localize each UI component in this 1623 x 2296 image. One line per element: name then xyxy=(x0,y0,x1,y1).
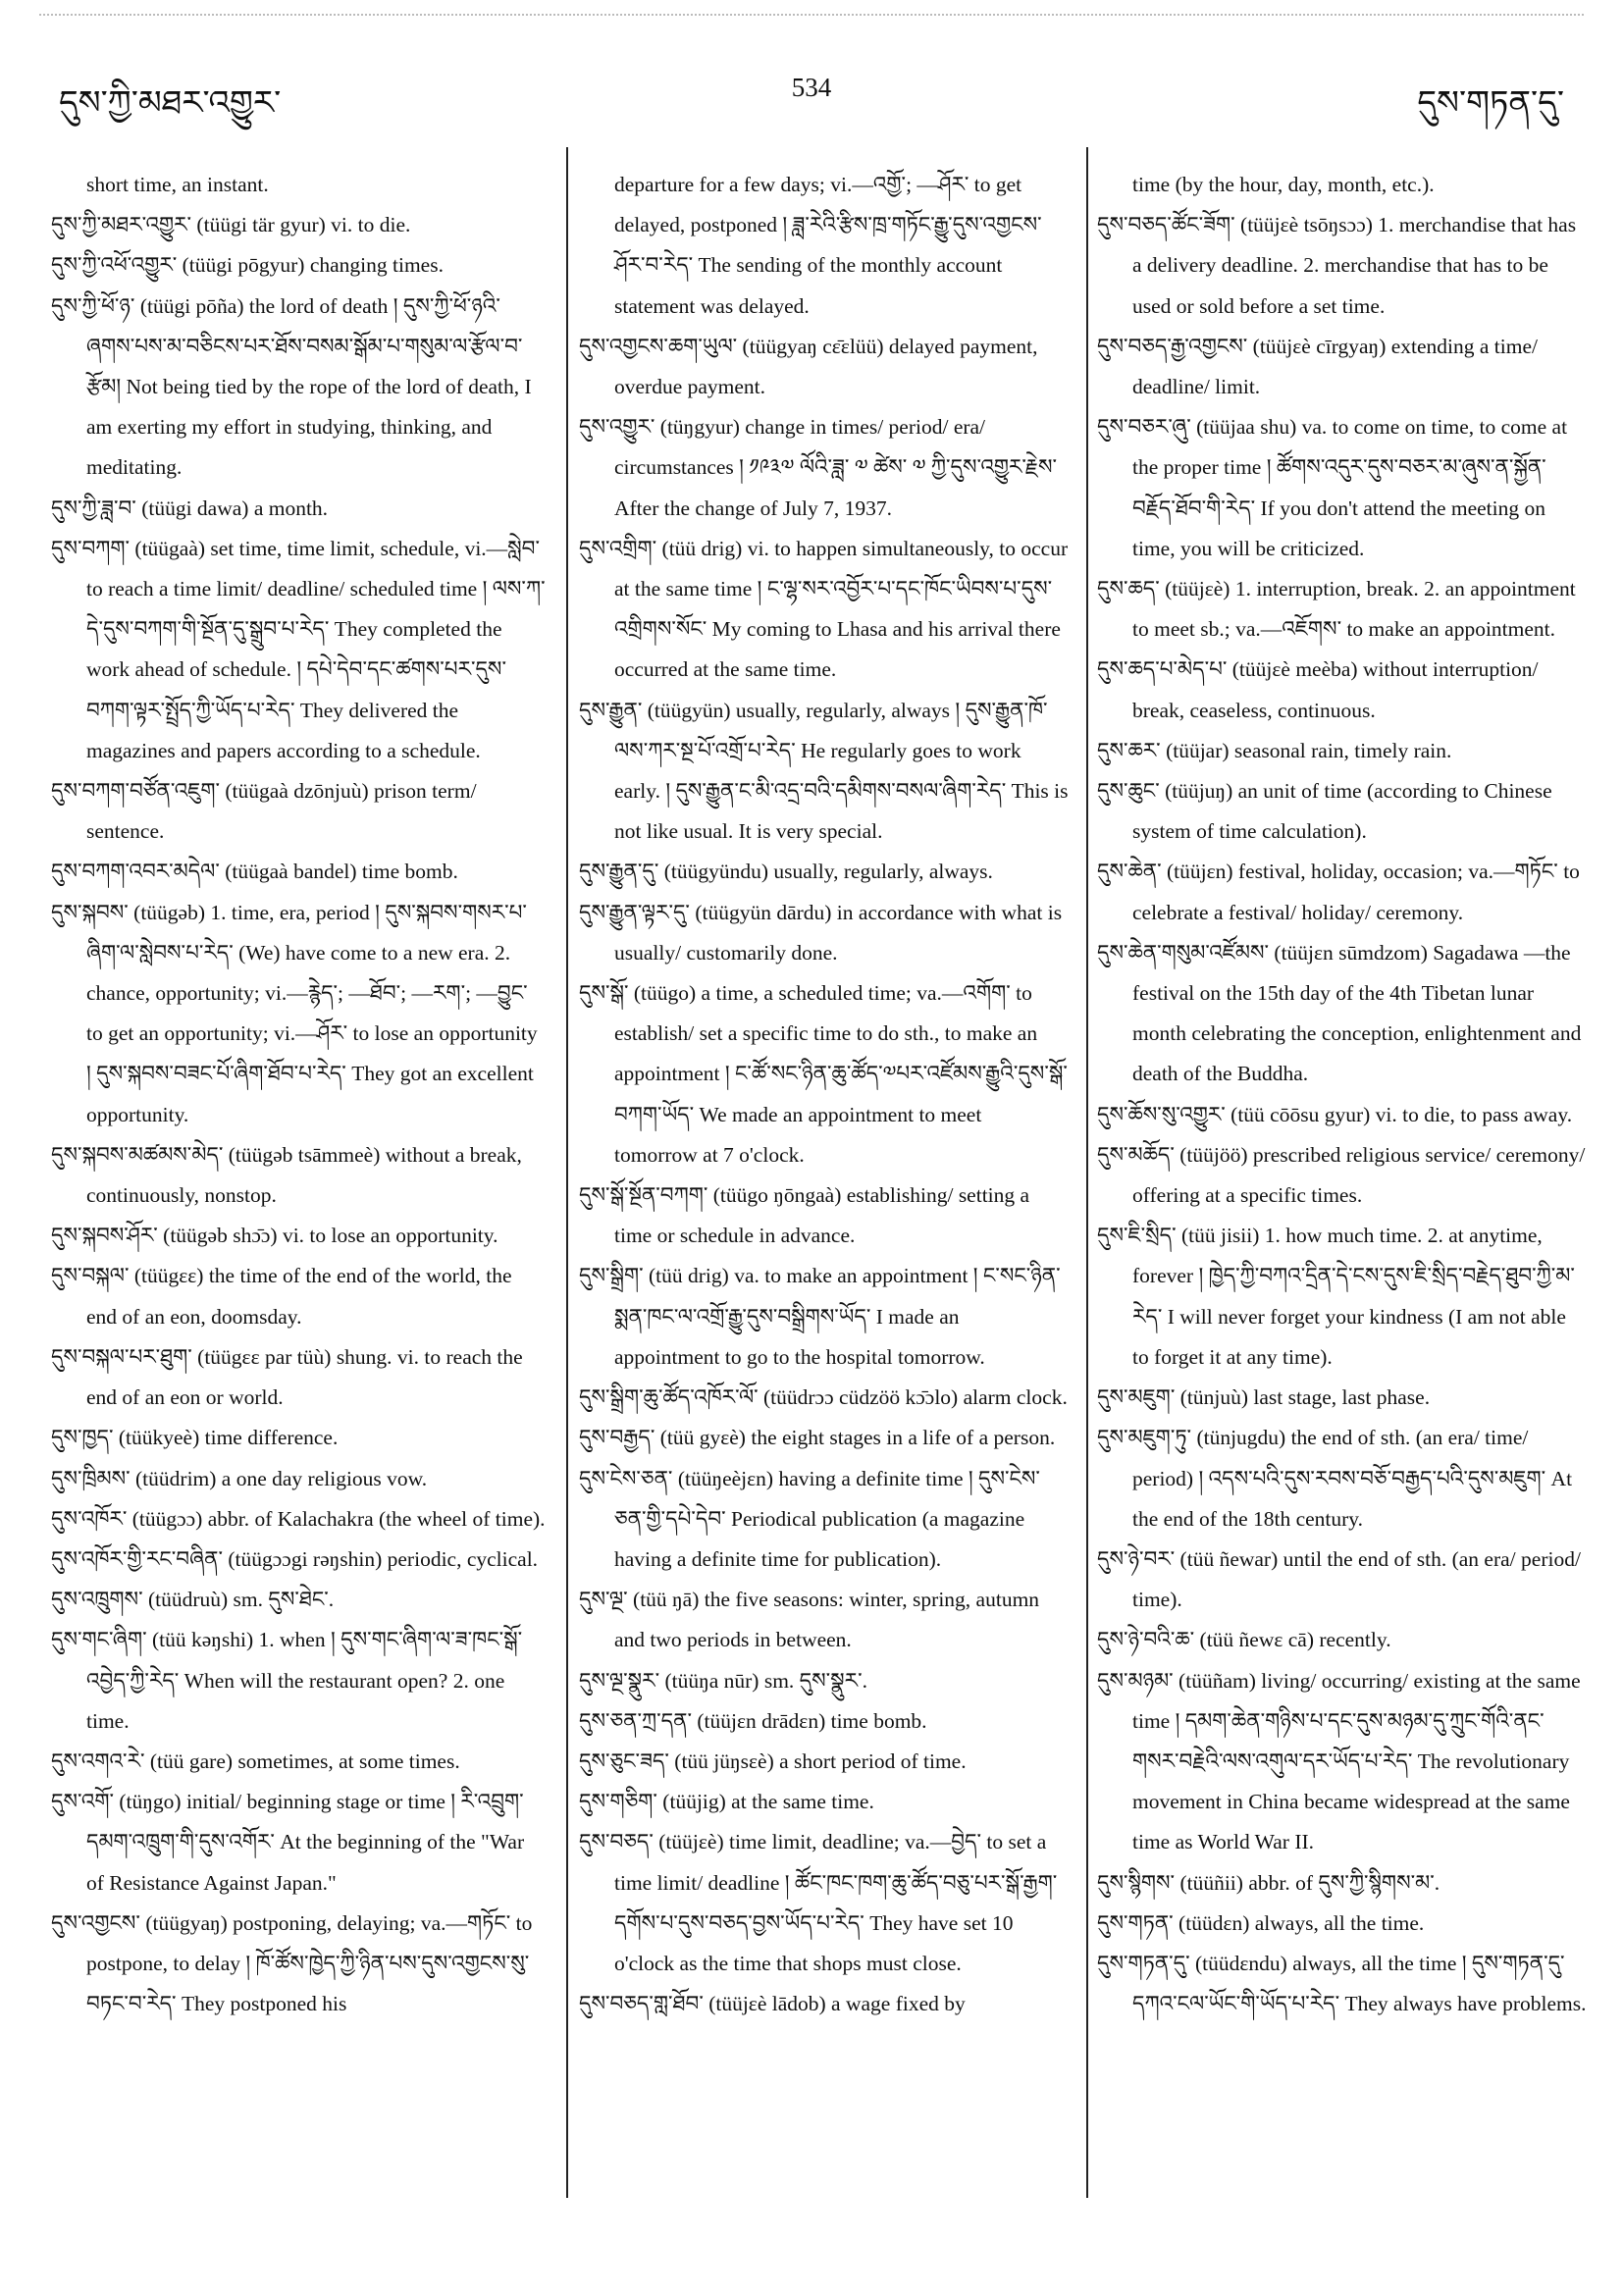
dictionary-entry: དུས་སྒོ་སྔོན་བཀག་ (tüügo ŋōngaà) establishing/ setting a time or schedule in advance. xyxy=(579,1183,1030,1248)
dictionary-entry: དུས་ཆད་པ་མེད་པ་ (tüüjɛè meèba) without interruption/ break, ceaseless, continuous. xyxy=(1097,657,1539,722)
dictionary-entry: དུས་ངེས་ཅན་ (tüüŋeèjɛn) having a definite time ། དུས་ངེས་ཅན་གྱི་དཔེ་དེབ་ Periodical publication (a magazine having a definite time for publication). xyxy=(579,1466,1040,1571)
dictionary-entry: དུས་བསྐལ་པར་ཐུག་ (tüügɛɛ par tüù) shung. vi. to reach the end of an eon or world. xyxy=(51,1344,523,1410)
dictionary-entry: དུས་གཅིག་ (tüüjig) at the same time. xyxy=(579,1790,874,1814)
dictionary-entry: དུས་ཀྱི་ཟླ་བ་ (tüügi dawa) a month. xyxy=(51,496,329,520)
dictionary-entry: དུས་བརྒྱད་ (tüü gyɛè) the eight stages in a life of a person. xyxy=(579,1426,1056,1450)
dictionary-entry: དུས་ཆེན་གསུམ་འཛོམས་ (tüüjɛn sūmdzom) Sagadawa —the festival on the 15th day of the 4th Tibetan lunar month celebrating the conception, enlightenment and death of the Buddha. xyxy=(1097,940,1582,1086)
page-number: 534 xyxy=(791,73,832,102)
dictionary-entry: དུས་སྒྲིག་ཆུ་ཚོད་འཁོར་ལོ་ (tüüdrɔɔ cüdzöö kɔ̄ɔlo) alarm clock. xyxy=(579,1385,1068,1410)
dictionary-entry: དུས་ལྔ་ (tüü ŋā) the five seasons: winter, spring, autumn and two periods in between. xyxy=(579,1588,1040,1652)
dictionary-entry: དུས་བསྐལ་ (tüügɛɛ) the time of the end of the world, the end of an eon, doomsday. xyxy=(51,1264,512,1329)
dictionary-entry: དུས་ཀྱི་ཕོ་ཉ་ (tüügi pōña) the lord of death ། དུས་ཀྱི་ཕོ་ཉའི་ཞགས་པས་མ་བཅིངས་པར་ཐོས་བསམ་སྒོམ་པ་གསུམ་ལ་རྩོལ་བ་རྩོམ། Not being tied by the rope of the lord of death, I am exerting my effort in studying, thinking, and meditating. xyxy=(51,293,532,480)
dictionary-entry: དུས་སྐབས་མཚམས་མེད་ (tüügəb tsāmmeè) without a break, continuously, nonstop. xyxy=(51,1142,522,1208)
dictionary-entry: དུས་ཆུང་ (tüüjuŋ) an unit of time (according to Chinese system of time calculation). xyxy=(1097,779,1552,844)
dictionary-entry: དུས་ཆེན་ (tüüjɛn) festival, holiday, occasion; va.—གཏོང་ to celebrate a festival/ holiday/ ceremony. xyxy=(1097,860,1580,924)
dictionary-entry: དུས་འཁོར་གྱི་རང་བཞིན་ (tüügɔɔgi rəŋshin) periodic, cyclical. xyxy=(51,1546,539,1571)
dictionary-entry: དུས་བཀག་ (tüügaà) set time, time limit, schedule, vi.—སླེབ་ to reach a time limit/ deadline/ scheduled time ། ལས་ཀ་དེ་དུས་བཀག་གི་སྔོན་དུ་སྒྲུབ་པ་རེད་ They completed the work ahead of schedule. ། དཔེ་དེབ་དང་ཚགས་པར་དུས་བཀག་ལྟར་སྤྲོད་ཀྱི་ཡོད་པ་རེད་ They delivered the magazines and papers according to a schedule. xyxy=(51,536,546,762)
dictionary-entry: དུས་བཀག་བཙོན་འཇུག་ (tüügaà dzōnjuù) prison term/ sentence. xyxy=(51,779,477,844)
entry-continuation: departure for a few days; vi.—འགྱོ་; —ཤོར་ to get delayed, postponed ། ཟླ་རེའི་རྩིས་ཁྲ་གཏོང་རྒྱུ་དུས་འགྱངས་ཤོར་བ་རེད་ The sending of the monthly account statement was delayed. xyxy=(614,173,1042,318)
column-divider xyxy=(566,147,568,2198)
dictionary-entry: དུས་འགྱངས་ (tüügyaŋ) postponing, delaying; va.—གཏོང་ to postpone, to delay ། ཁོ་ཚོས་ཁྱེད་ཀྱི་ཉིན་པས་དུས་འགྱངས་སུ་བཏང་བ་རེད་ They postponed his xyxy=(51,1910,533,2016)
dictionary-entry: དུས་ཆད་ (tüüjɛè) 1. interruption, break. 2. an appointment to meet sb.; va.—འཇོགས་ to make an appointment. xyxy=(1097,577,1576,642)
right-running-headword: དུས་གཏན་དུ་ xyxy=(1417,85,1564,122)
dictionary-entry: དུས་འགྲིག་ (tüü drig) vi. to happen simultaneously, to occur at the same time ། ང་ལྷ་སར་འབྱོར་པ་དང་ཁོང་ཡིབས་པ་དུས་འགྲིགས་སོང་ My coming to Lhasa and his arrival there occurred at the same time. xyxy=(579,536,1069,682)
dictionary-entry: དུས་རྒྱུན་དུ་ (tüügyündu) usually, regularly, always. xyxy=(579,860,993,884)
dictionary-entry: དུས་རྒྱུན་ (tüügyün) usually, regularly, always ། དུས་རྒྱུན་ཁོ་ལས་ཀར་སྔ་པོ་འགྲོ་པ་རེད་ He regularly goes to work early. ། དུས་རྒྱུན་ང་མི་འདྲ་བའི་དམིགས་བསལ་ཞིག་རེད་ This is not like usual. It is very special. xyxy=(579,698,1069,844)
dictionary-entry: དུས་བཅད་རྒྱ་འགྱངས་ (tüüjɛè cīrgyaŋ) extending a time/ deadline/ limit. xyxy=(1097,334,1538,399)
dictionary-entry: དུས་གཏན་ (tüüdɛn) always, all the time. xyxy=(1097,1910,1425,1935)
dictionary-entry: དུས་བཅར་ཞུ་ (tüüjaa shu) va. to come on time, to come at the proper time ། ཚོགས་འདུར་དུས་བཅར་མ་ཞུས་ན་སྐྱོན་བརྗོད་ཐོབ་གི་རེད་ If you don't attend the meeting on time, you will be criticized. xyxy=(1097,415,1568,560)
dictionary-entry: དུས་ཁྲིམས་ (tüüdrim) a one day religious vow. xyxy=(51,1466,428,1490)
dictionary-entry: དུས་བཅད་ (tüüjɛè) time limit, deadline; va.—བྱེད་ to set a time limit/ deadline ། ཚོང་ཁང་ཁག་ཆུ་ཚོད་བཅུ་པར་སྒོ་རྒྱག་དགོས་པ་དུས་བཅད་བྱས་ཡོད་པ་རེད་ They have set 10 o'clock as the time that shops must close. xyxy=(579,1830,1058,1975)
dictionary-entry: དུས་འགོ་ (tüŋgo) initial/ beginning stage or time ། རི་འབྲུག་དམག་འཁྲུག་གི་དུས་འགོར་ At the beginning of the "War of Resistance Against Japan." xyxy=(51,1790,525,1895)
column-divider xyxy=(1086,147,1088,2198)
dictionary-entry: དུས་མཇུག་ (tünjuù) last stage, last phase. xyxy=(1097,1385,1431,1410)
dictionary-entry: དུས་ཅན་ཀྲ་དན་ (tüüjɛn drādɛn) time bomb. xyxy=(579,1708,927,1733)
dictionary-entry: དུས་ཀྱི་མཐར་འགྱུར་ (tüügi tär gyur) vi. to die. xyxy=(51,213,411,237)
entry-continuation: short time, an instant. xyxy=(86,173,269,196)
dictionary-entry: དུས་ཉེ་བའི་ཆ་ (tüü ñewɛ cā) recently. xyxy=(1097,1628,1391,1652)
dictionary-entry: དུས་འགའ་རེ་ (tüü gare) sometimes, at some times. xyxy=(51,1748,460,1773)
dictionary-entry: དུས་སྐབས་ (tüügəb) 1. time, era, period ། དུས་སྐབས་གསར་པ་ཞིག་ལ་སླེབས་པ་རེད་ (We) have come to a new era. 2. chance, opportunity; vi.—རྙེད་; —ཐོབ་; —རག་; —བྱུང་ to get an opportunity; vi.—ཤོར་ to lose an opportunity ། དུས་སྐབས་བཟང་པོ་ཞིག་ཐོབ་པ་རེད་ They got an excellent opportunity. xyxy=(51,900,538,1126)
dictionary-entry: དུས་མཇུག་ཏུ་ (tünjugdu) the end of sth. (an era/ time/ period) ། འདས་པའི་དུས་རབས་བཅོ་བརྒྱད་པའི་དུས་མཇུག་ At the end of the 18th century. xyxy=(1097,1426,1573,1531)
dictionary-entry: དུས་ལྔ་སྣུར་ (tüüŋa nūr) sm. དུས་སྣུར་. xyxy=(579,1668,867,1693)
dictionary-entry: དུས་སྐབས་ཤོར་ (tüügəb shɔ̄ɔ) vi. to lose an opportunity. xyxy=(51,1224,498,1248)
dictionary-entry: དུས་བཅད་ཚོང་ཟོག་ (tüüjɛè tsōŋsɔɔ) 1. merchandise that has a delivery deadline. 2. merchandise that has to be used or sold before a set time. xyxy=(1097,213,1577,318)
dictionary-entry: དུས་གཏན་དུ་ (tüüdɛndu) always, all the time ། དུས་གཏན་དུ་དཀའ་ངལ་ཡོང་གི་ཡོད་པ་རེད་ They always have problems. xyxy=(1097,1951,1587,2016)
dictionary-entry: དུས་སྒོ་ (tüügo) a time, a scheduled time; va.—འགོག་ to establish/ set a specific time to do sth., to make an appointment ། ང་ཚོ་སང་ཉིན་ཆུ་ཚོད་༧པར་འཛོམས་རྒྱུའི་དུས་སྒོ་བཀག་ཡོད་ We made an appointment to meet tomorrow at 7 o'clock. xyxy=(579,981,1068,1167)
dictionary-entry: དུས་འགྱངས་ཆག་ཡུལ་ (tüügyaŋ cɛ̄ɛlüü) delayed payment, overdue payment. xyxy=(579,334,1038,399)
dictionary-entry: དུས་སྙིགས་ (tüüñii) abbr. of དུས་ཀྱི་སྙིགས་མ་. xyxy=(1097,1870,1440,1895)
dictionary-entry: དུས་ཆོས་སུ་འགྱུར་ (tüü cōōsu gyur) vi. to die, to pass away. xyxy=(1097,1102,1573,1126)
dictionary-entry: དུས་ཅུང་ཟད་ (tüü jüŋsɛè) a short period of time. xyxy=(579,1748,967,1773)
dictionary-entry: དུས་འགྱུར་ (tüŋgyur) change in times/ period/ era/ circumstances ། ༡༩༣༧ ལོའི་ཟླ་ ༧ ཚེས་ ༧ ཀྱི་དུས་འགྱུར་རྗེས་ After the change of July 7, 1937. xyxy=(579,415,1057,520)
dictionary-entry: དུས་འཁྲུགས་ (tüüdruù) sm. དུས་ཐེང་. xyxy=(51,1588,335,1612)
dictionary-entry: དུས་ཆར་ (tüüjar) seasonal rain, timely rain. xyxy=(1097,738,1452,762)
left-running-headword: དུས་ཀྱི་མཐར་འགྱུར་ xyxy=(59,85,282,122)
dictionary-entry: དུས་ཇི་སྲིད་ (tüü jisii) 1. how much time. 2. at anytime, forever ། ཁྱེད་ཀྱི་བཀའ་དྲིན་དེ་ངས་དུས་ཇི་སྲིད་བརྗེད་ཐུབ་ཀྱི་མ་རེད་ I will never forget your kindness (I am not able to forget it at any time). xyxy=(1097,1224,1575,1369)
entry-continuation: time (by the hour, day, month, etc.). xyxy=(1132,173,1435,196)
column-left xyxy=(51,165,547,2024)
dictionary-entry: དུས་ཀྱི་འཕོ་འགྱུར་ (tüügi pōgyur) changing times. xyxy=(51,253,444,278)
dictionary-entry: དུས་བཅད་གླ་ཐོབ་ (tüüjɛè lādob) a wage fixed by xyxy=(579,1992,966,2016)
dictionary-entry: དུས་ཁྱད་ (tüükyeè) time difference. xyxy=(51,1426,339,1450)
dictionary-entry: དུས་སྒྲིག་ (tüü drig) va. to make an appointment ། ང་སང་ཉིན་སྨན་ཁང་ལ་འགྲོ་རྒྱུ་དུས་བསྒྲིགས་ཡོད་ I made an appointment to go to the hospital tomorrow. xyxy=(579,1264,1061,1369)
dictionary-entry: དུས་གང་ཞིག་ (tüü kəŋshi) 1. when ། དུས་གང་ཞིག་ལ་ཟ་ཁང་སྒོ་འབྱེད་ཀྱི་རེད་ When will the restaurant open? 2. one time. xyxy=(51,1628,523,1733)
dictionary-entry: དུས་རྒྱུན་ལྟར་དུ་ (tüügyün dārdu) in accordance with what is usually/ customarily done. xyxy=(579,900,1063,965)
dictionary-entry: དུས་བཀག་འབར་མདེལ་ (tüügaà bandel) time bomb. xyxy=(51,860,458,884)
column-middle xyxy=(579,165,1070,2024)
dictionary-entry: དུས་འཁོར་ (tüügɔɔ) abbr. of Kalachakra (the wheel of time). xyxy=(51,1506,546,1531)
dictionary-entry: དུས་མཉམ་ (tüüñam) living/ occurring/ existing at the same time ། དམག་ཆེན་གཉིས་པ་དང་དུས་མཉམ་དུ་ཀྲུང་གོའི་ནང་གསར་བརྗེའི་ལས་འགུལ་དར་ཡོད་པ་རེད་ The revolutionary movement in China became widespread at the same time as World War II. xyxy=(1097,1668,1581,1854)
dictionary-entry: དུས་མཆོད་ (tüüjöö) prescribed religious service/ ceremony/ offering at a specific times. xyxy=(1097,1142,1586,1208)
dictionary-entry: དུས་ཉེ་བར་ (tüü ñewar) until the end of sth. (an era/ period/ time). xyxy=(1097,1546,1581,1612)
column-right xyxy=(1097,165,1588,2024)
top-edge-line xyxy=(39,14,1584,18)
